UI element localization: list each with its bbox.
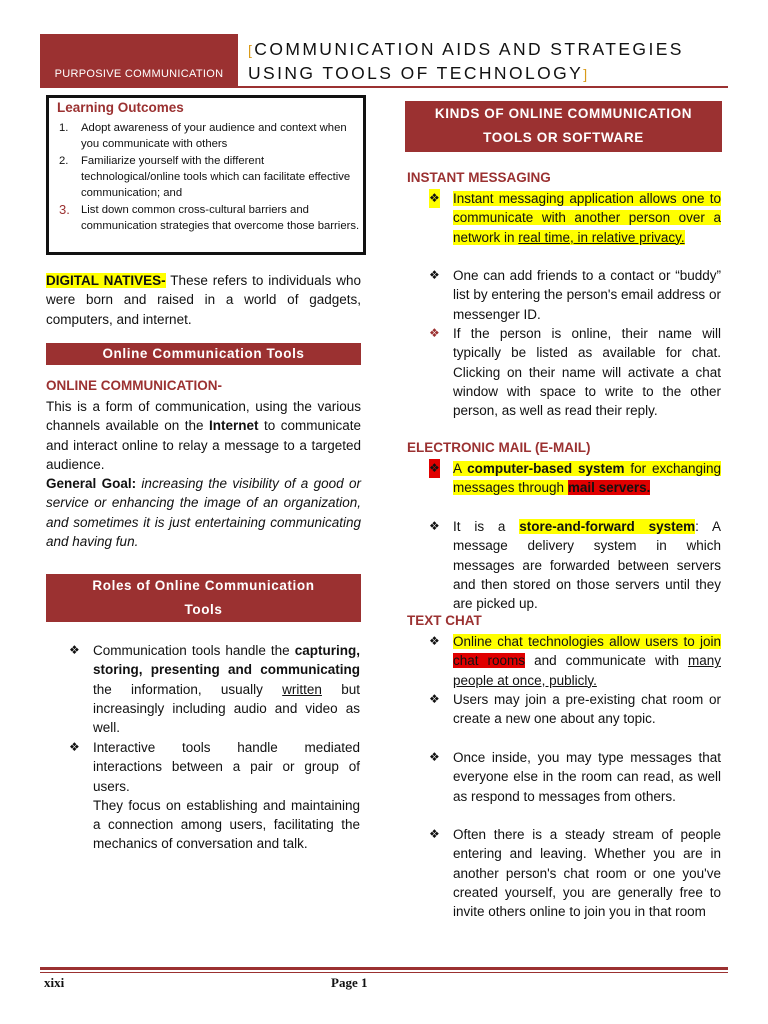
kinds-bar [405, 101, 722, 152]
outcome-number: 3. [59, 202, 70, 217]
online-comm-text: This is a form of communication, using the various channels available on the [46, 399, 361, 434]
diamond-bullet-icon: ❖ [429, 750, 440, 764]
diamond-bullet-icon: ❖ [429, 827, 440, 841]
list-item [69, 641, 360, 737]
list-item [429, 825, 721, 921]
outcome-text: List down common cross-cultural barriers and communication strategies that overcome those barriers. [81, 204, 360, 232]
subject-label: PURPOSIVE COMMUNICATION [54, 68, 224, 80]
digital-natives-term: DIGITAL NATIVES- [46, 273, 166, 288]
im-text: If the person is online, their name will typically be listed as available for chat. Clicking on their name will activate a chat window with space to write to the other person, as well as read their reply. [453, 326, 721, 419]
footer-rule [40, 967, 728, 970]
im-highlight: real time, in relative privacy. [518, 229, 685, 245]
online-tools-bar: Online Communication Tools [46, 343, 361, 365]
chat-underline: many people at once, publicly. [453, 653, 721, 688]
outcome-text: Adopt awareness of your audience and context when you communicate with others [81, 122, 347, 150]
general-goal-label: General Goal: [46, 476, 137, 492]
online-communication-heading: ONLINE COMMUNICATION- [46, 378, 222, 393]
page-number: Page 1 [331, 975, 368, 990]
chat-text: Online chat technologies allow users to join [453, 634, 721, 649]
bracket-close: ] [583, 66, 590, 82]
title-line-2: USING TOOLS OF TECHNOLOGY [248, 63, 584, 83]
digital-natives-paragraph [46, 271, 361, 329]
list-item [429, 517, 721, 613]
roles-bar [46, 574, 361, 622]
email-text: It is a [453, 519, 520, 534]
outcome-item [59, 120, 363, 152]
outcome-number: 1. [59, 122, 69, 134]
diamond-bullet-icon: ❖ [429, 459, 440, 478]
kinds-bar-label: KINDS OF ONLINE COMMUNICATION TOOLS OR SOFTWARE [434, 106, 693, 145]
outcomes-title: Learning Outcomes [57, 100, 184, 115]
roles-text: Interactive tools handle mediated interactions between a pair or group of users. [93, 740, 360, 794]
text-chat-heading: TEXT CHAT [407, 613, 482, 628]
instant-messaging-heading: INSTANT MESSAGING [407, 170, 551, 185]
footer-rule-thin [40, 972, 728, 973]
roles-text: but increasingly including audio and video as well. [93, 681, 360, 736]
diamond-bullet-icon: ❖ [429, 519, 440, 533]
list-item [69, 738, 360, 854]
im-text: One can add friends to a contact or “buddy” list by entering the person's email address or messenger ID. [453, 268, 721, 322]
chat-rooms-term: chat rooms [453, 653, 526, 669]
list-item [429, 324, 721, 420]
list-item [429, 690, 721, 729]
im-text: Instant messaging application allows one to communicate with another person over a network in [453, 191, 721, 245]
diamond-bullet-icon: ❖ [429, 692, 440, 706]
outcome-number: 2. [59, 155, 69, 167]
title-line-1: COMMUNICATION AIDS AND STRATEGIES [254, 39, 684, 59]
mail-servers-term: mail servers. [567, 480, 651, 496]
chat-text: Often there is a steady stream of people entering and leaving. Whether you are in another person's chat room or one you've created yourself, you are generally free to invite others online to join you in that room [453, 827, 721, 920]
chat-text: Once inside, you may type messages that everyone else in the room can read, as well as respond to messages from others. [453, 750, 721, 804]
diamond-bullet-icon: ❖ [69, 643, 80, 657]
outcome-item [59, 153, 363, 201]
online-communication-paragraph [46, 397, 361, 551]
roles-text: They focus on establishing and maintaining a connection among users, facilitating the mechanics of conversation and talk. [93, 797, 360, 852]
written-term: written [282, 681, 322, 697]
list-item [429, 748, 721, 806]
diamond-bullet-icon: ❖ [69, 740, 80, 754]
list-item [429, 189, 721, 247]
subject-banner [40, 34, 238, 86]
learning-outcomes-box [46, 95, 366, 255]
bracket-open: [ [248, 42, 255, 58]
diamond-bullet-icon: ❖ [429, 268, 440, 282]
chat-text: and communicate with [525, 653, 688, 669]
general-goal-text: increasing the visibility of a good or service or enhancing the image of an organization, and sometimes it is just entertaining communicating and having fun. [46, 476, 361, 550]
list-item [429, 632, 721, 690]
page-title [248, 38, 684, 86]
online-comm-text: to communicate and interact online to relay a message to a targeted audience. [46, 418, 361, 472]
diamond-bullet-icon: ❖ [429, 189, 440, 208]
store-forward-term: store-and-forward system [519, 519, 696, 534]
roles-bar-label: Roles of Online Communication Tools [92, 578, 315, 617]
outcome-item [59, 202, 363, 234]
diamond-bullet-icon: ❖ [429, 634, 440, 648]
email-bold: computer-based system [467, 461, 625, 476]
list-item [429, 266, 721, 324]
footer-left-label: xixi [44, 975, 65, 990]
email-heading: ELECTRONIC MAIL (E-MAIL) [407, 440, 591, 455]
roles-text: the information, usually [93, 681, 283, 697]
digital-natives-text: These refers to individuals who were born and raised in a world of gadgets, computers, and internet. [46, 273, 361, 327]
list-item [429, 459, 722, 498]
roles-bold: capturing, storing, presenting and communicating [93, 643, 360, 678]
header-rule [40, 86, 728, 88]
roles-text: Communication tools handle the [93, 643, 295, 658]
diamond-bullet-icon: ❖ [429, 326, 440, 340]
internet-term: Internet [209, 418, 259, 434]
outcome-text: Familiarize yourself with the different technological/online tools which can facilitate effective communication; and [81, 155, 351, 199]
email-text: : A message delivery system in which messages are forwarded between servers and then stored on those servers until they are picked up. [453, 519, 721, 612]
email-text: A [453, 461, 468, 476]
chat-text: Users may join a pre-existing chat room or create a new one about any topic. [453, 692, 721, 727]
email-text: for exchanging messages through [453, 461, 722, 496]
